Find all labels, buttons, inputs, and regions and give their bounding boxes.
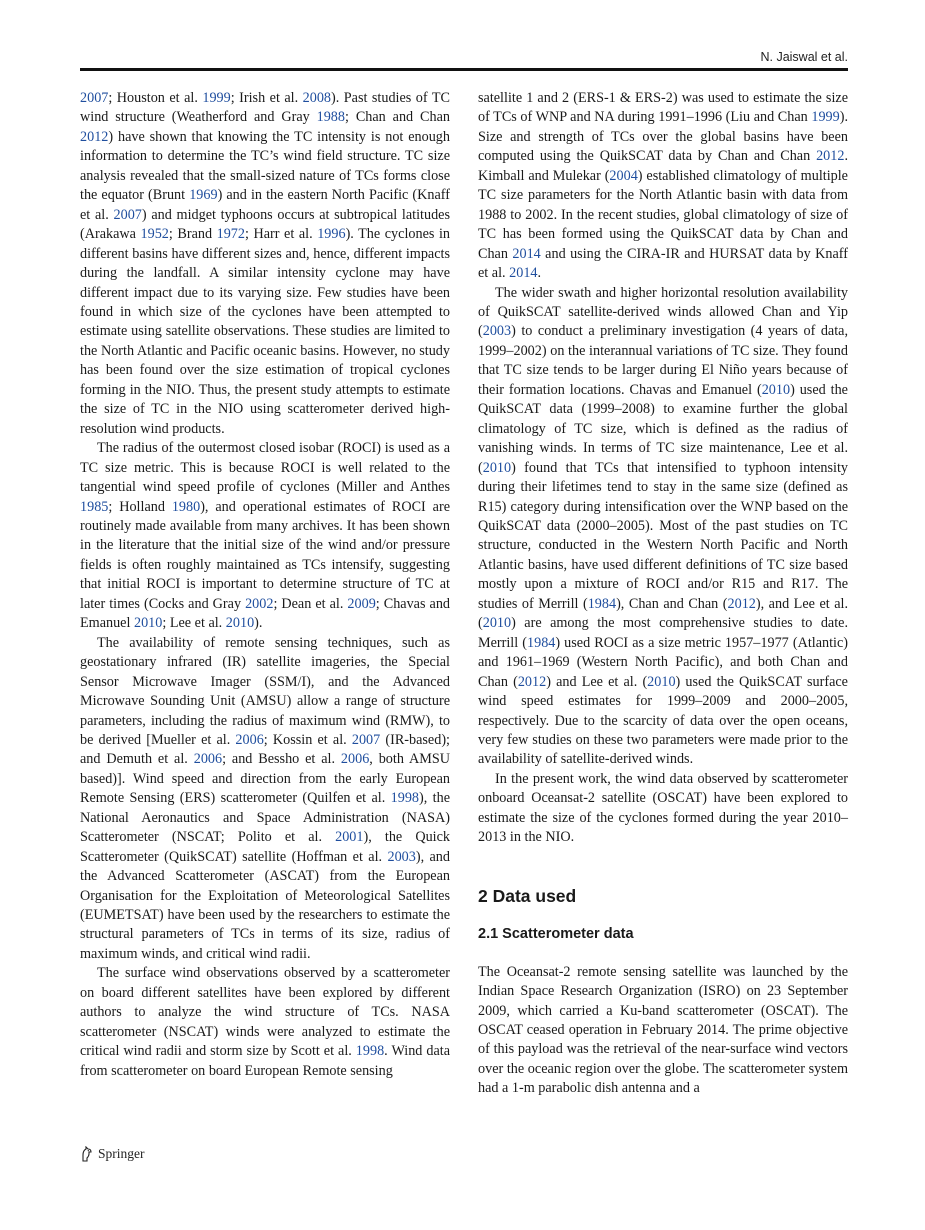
text-run: ; Dean et al. [273, 595, 348, 612]
text-run: and using the CIRA-IR and HURSAT data by Knaff et al. [478, 245, 848, 282]
citation-link[interactable]: 2007 [351, 731, 381, 748]
text-run: ), the Quick Scatterometer (QuikSCAT) satellite (Hoffman et al. [80, 829, 450, 865]
text-run: In the present work, the wind data observed by scatterometer onboard Oceansat-2 satellite (OSCAT) have been explored to estimate the size of the cyclones formed during the year 2010–2013 in the NIO. [478, 770, 848, 846]
paragraph [80, 964, 450, 1081]
citation-link[interactable]: 2014 [509, 265, 538, 282]
paragraph [478, 963, 848, 1099]
citation-link[interactable]: 2007 [113, 206, 142, 223]
paragraph [80, 439, 450, 634]
text-run: ; Brand [168, 226, 217, 243]
right-column [478, 89, 848, 1099]
text-run: ) and midget typhoons occurs at subtropical latitudes (Arakawa [80, 206, 451, 243]
citation-link[interactable]: 1988 [316, 109, 345, 126]
text-run: ) found that TCs that intensified to typhoon intensity during their lifetimes tend to stay in the same size (defined as R15) category during intensification over the WNP based on the QuikSCAT data (2000–2005). Most of the past studies on TC structure, conducted in the Western North Pacific and North Atlantic basins, have used different definitions of TC size based mostly upon a mixture of ROCI and/or R15 and R17. The studies of Merrill ( [478, 459, 848, 612]
header-rule [80, 68, 848, 71]
text-run: ), and Lee et al. ( [478, 595, 848, 632]
text-run: ; Irish et al. [230, 90, 303, 106]
text-run: , both AMSU based)]. Wind speed and direction from the early European Remote Sensing (ERS) scatterometer (Quilfen et al. [80, 751, 451, 807]
citation-link[interactable]: 1996 [317, 226, 346, 243]
text-run: ) established climatology of multiple TC size parameters for the North Atlantic basin with data from 1988 to 2002. In the recent studies, global climatology of size of TC has been formed using the QuikSCAT data by Chan and Chan [478, 167, 848, 262]
citation-link[interactable]: 2014 [512, 245, 541, 262]
text-run: ; Kossin et al. [263, 731, 352, 748]
citation-link[interactable]: 1969 [189, 187, 218, 204]
citation-link[interactable]: 2010 [225, 615, 255, 632]
citation-link[interactable]: 1998 [390, 790, 420, 807]
text-run: ) used ROCI as a size metric 1957–1977 (Atlantic) and 1961–1969 (Western North Pacific), and both Chan and Chan ( [478, 634, 849, 690]
left-column [80, 89, 450, 1081]
citation-link[interactable]: 1972 [216, 226, 245, 243]
text-run: The radius of the outermost closed isobar (ROCI) is used as a TC size metric. This is because ROCI is well related to the tangential wind speed profile of cyclones (Miller and Anthes [80, 440, 450, 496]
running-header [80, 50, 848, 66]
text-run: ) and in the eastern North Pacific (Knaff et al. [80, 187, 450, 223]
text-run: The surface wind observations observed by a scatterometer on board different satellites have been explored by different authors to analyze the wind structure of TCs. NASA scatterometer (NSCAT) winds were analyzed to estimate the critical wind radii and storm size by Scott et al. [80, 965, 450, 1060]
text-run: ), the National Aeronautics and Space Administration (NASA) Scatterometer (NSCAT; Polito et al. [80, 790, 450, 846]
citation-link[interactable]: 2012 [517, 673, 547, 690]
text-run: . [537, 265, 542, 282]
text-run: . Wind data from scatterometer on board European Remote sensing [80, 1043, 451, 1079]
citation-link[interactable]: 2008 [302, 90, 332, 106]
citation-link[interactable]: 1980 [171, 498, 201, 515]
page-footer [80, 1145, 145, 1163]
text-run: ). Size and strength of TCs over the global basins have been computed using the QuikSCAT data by Chan and Chan [478, 109, 848, 165]
paragraph [478, 284, 848, 770]
citation-link[interactable]: 2006 [340, 751, 370, 768]
citation-link[interactable]: 2006 [235, 731, 264, 748]
header-author: N. Jaiswal et al. [760, 50, 848, 64]
citation-link[interactable]: 2010 [761, 381, 791, 398]
citation-link[interactable]: 1998 [355, 1043, 385, 1060]
text-run: ) are among the most comprehensive studies to date. Merrill ( [478, 615, 848, 651]
citation-link[interactable]: 2001 [335, 829, 364, 846]
citation-link[interactable]: 1985 [80, 498, 109, 515]
citation-link[interactable]: 2012 [816, 148, 845, 165]
citation-link[interactable]: 2003 [482, 323, 512, 340]
citation-link[interactable]: 2010 [133, 615, 163, 632]
text-run: ) used the QuikSCAT surface wind speed estimates for 1999–2009 and 2000–2005, respectively. Due to the scarcity of data over the open oceans, very few studies on these two parameters were made prior to the availability of satellite-derived winds. [478, 673, 848, 768]
citation-link[interactable]: 2010 [647, 673, 676, 690]
text-run: ; Holland [108, 498, 172, 515]
citation-link[interactable]: 2007 [80, 90, 109, 106]
citation-link[interactable]: 1999 [202, 90, 231, 106]
citation-link[interactable]: 2012 [727, 595, 756, 612]
text-run: ; Houston et al. [108, 90, 203, 106]
text-run: The availability of remote sensing techniques, such as geostationary infrared (IR) satellite imageries, the Special Sensor Microwave Imager (SSM/I), and the Advanced Microwave Sounding Unit (AMSU) allow a range of structure parameters, including the radius of maximum wind (RMW), to be derived [Mueller et al. [80, 634, 450, 748]
paragraph [478, 89, 848, 284]
citation-link[interactable]: 1952 [140, 226, 169, 243]
section-heading: 2 Data used [478, 885, 577, 906]
citation-link[interactable]: 1984 [527, 634, 556, 651]
text-run: ; Lee et al. [162, 615, 226, 632]
text-run: ). [254, 615, 263, 632]
citation-link[interactable]: 1999 [811, 109, 840, 126]
text-run: ), Chan and Chan ( [616, 595, 728, 612]
paragraph [478, 770, 848, 848]
citation-link[interactable]: 2003 [387, 848, 416, 865]
text-run: ; and Bessho et al. [222, 751, 341, 768]
text-run: ). Past studies of TC wind structure (Weatherford and Gray [80, 90, 450, 126]
paragraph [80, 89, 450, 439]
text-run: ) have shown that knowing the TC intensity is not enough information to determine the TC’s wind field structure. TC size analysis revealed that the small-sized nature of TCs forms close the equator (Brunt [80, 128, 450, 204]
text-run: ) used the QuikSCAT data (1999–2008) to examine further the global climatology of TC size, which is defined as the radius of vanishing winds. In terms of TC size maintenance, Lee et al. ( [478, 381, 848, 476]
text-run: ). The cyclones in different basins have different sizes and, hence, different impacts during the landfall. A similar intensity cyclone may have different impact due to its varying size. Few studies have been found in which size of the cyclones have been attempted to estimate using satellite observations. These studies are limited to the North Atlantic and Pacific oceanic basins. However, no study has been found over the size estimation of tropical cyclones forming in the NIO. Thus, the present study attempts to estimate the size of TC in the NIO using scatterometer derived high-resolution wind products. [80, 226, 450, 437]
text-run: The Oceansat-2 remote sensing satellite was launched by the Indian Space Research Organization (ISRO) on 23 September 2009, which carried a Ku-band scatterometer (OSCAT). The OSCAT ceased operation in February 2014. The prime objective of this payload was the retrieval of the near-surface wind vectors over the oceanic region over the globe. The scatterometer system had a 1-m parabolic dish antenna and a [478, 963, 848, 1097]
text-run: satellite 1 and 2 (ERS-1 & ERS-2) was used to estimate the size of TCs of WNP and NA during 1991–1996 (Liu and Chan [478, 90, 848, 126]
text-run: . Kimball and Mulekar ( [478, 148, 848, 184]
springer-horse-icon [80, 1146, 94, 1162]
citation-link[interactable]: 2009 [347, 595, 376, 612]
paragraph [80, 634, 450, 965]
citation-link[interactable]: 2010 [482, 459, 512, 476]
citation-link[interactable]: 2006 [193, 751, 223, 768]
publisher-name: Springer [98, 1146, 145, 1161]
text-run: ), and the Advanced Scatterometer (ASCAT) from the European Organisation for the Exploitation of Meteorological Satellites (EUMETSAT) have been used by the researchers to estimate the structural parameters of TCs in terms of its size, radius of maximum winds, and critical wind radii. [80, 848, 450, 962]
text-run: ; Chavas and Emanuel [80, 595, 451, 632]
text-run: (IR-based); and Demuth et al. [80, 731, 450, 768]
subsection-heading: 2.1 Scatterometer data [478, 925, 634, 942]
citation-link[interactable]: 2010 [482, 615, 512, 632]
citation-link[interactable]: 2002 [245, 595, 274, 612]
citation-link[interactable]: 1984 [587, 595, 617, 612]
text-run: ; Harr et al. [244, 226, 318, 243]
text-run: ) to conduct a preliminary investigation (4 years of data, 1999–2002) on the interannual variations of TC size. They found that TC size tends to be larger during El Niño years because of their formation locations. Chavas and Emanuel ( [478, 323, 848, 398]
text-run: The wider swath and higher horizontal resolution availability of QuikSCAT satellite-derived winds allowed Chan and Yip ( [478, 284, 848, 340]
text-run: ; Chan and Chan [344, 109, 450, 126]
citation-link[interactable]: 2012 [80, 128, 109, 145]
citation-link[interactable]: 2004 [609, 167, 638, 184]
text-run: ) and Lee et al. ( [546, 673, 648, 690]
text-run: ), and operational estimates of ROCI are routinely made available from many archives. It has been shown in the literature that the initial size of the wind and/or pressure fields is often roughly maintained as TCs intensify, suggesting that initial ROCI is important to determine structure of TC at later times (Cocks and Gray [80, 498, 450, 612]
